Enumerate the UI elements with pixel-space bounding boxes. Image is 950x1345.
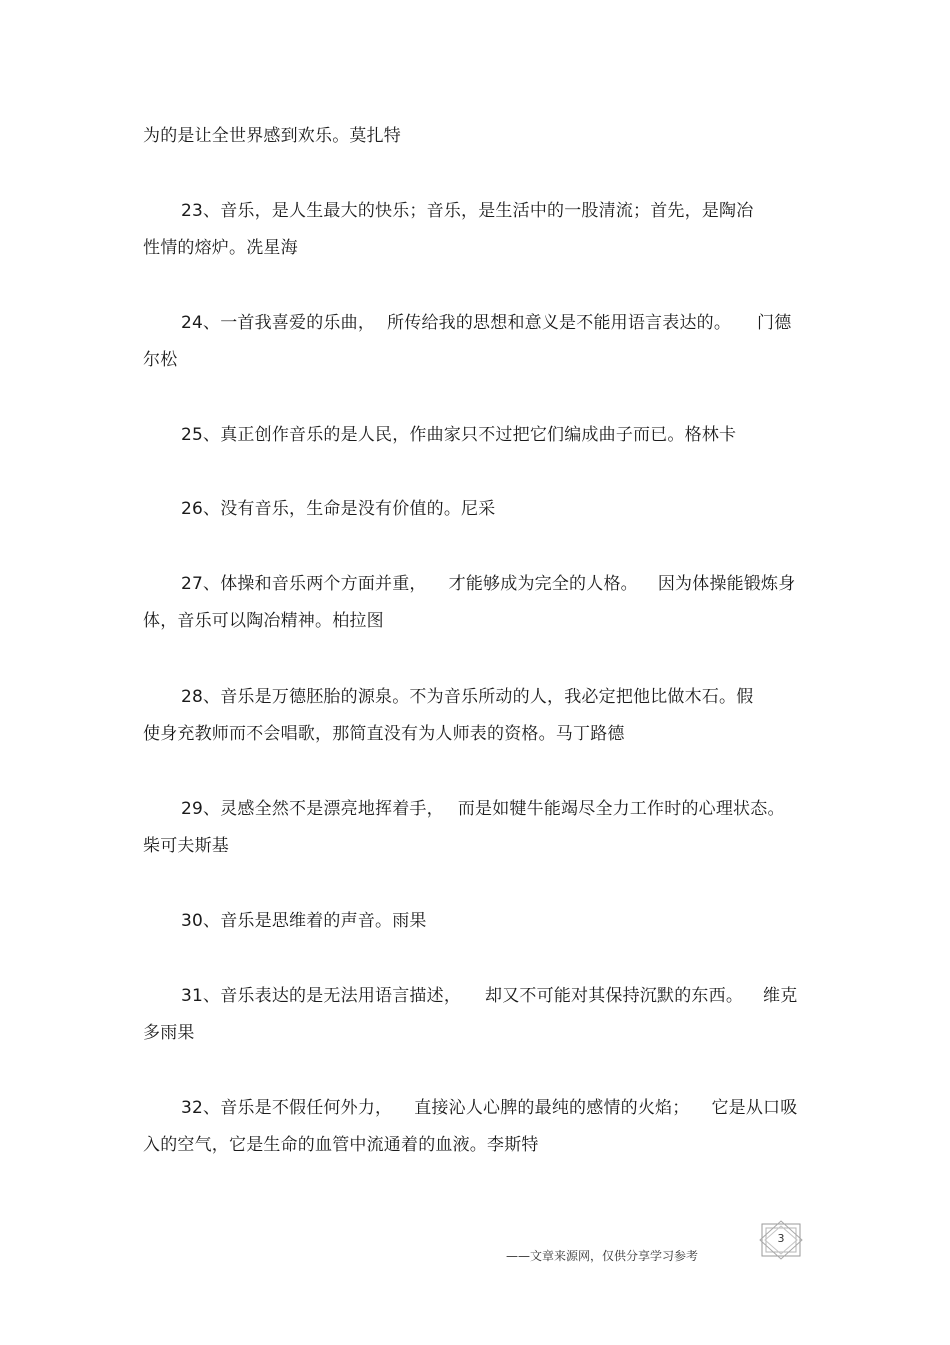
page-number: 3 — [777, 1232, 785, 1245]
line-text: 却又不可能对其保持沉默的东西。 — [485, 986, 744, 1006]
line-text: 25、真正创作音乐的是人民，作曲家只不过把它们编成曲子而已。格林卡 — [181, 425, 737, 445]
line-text: 24、一首我喜爱的乐曲， — [181, 313, 376, 333]
line-text: 才能够成为完全的人格。 — [448, 574, 638, 594]
line-text: 32、音乐是不假任何外力， — [181, 1098, 393, 1118]
line-text: 直接沁人心脾的最纯的感情的火焰； — [414, 1098, 690, 1118]
line-text: 30、音乐是思维着的声音。雨果 — [181, 911, 427, 931]
text-line — [181, 798, 785, 820]
line-text: 28、音乐是万德胚胎的源泉。不为音乐所动的人，我必定把他比做木石。假 — [181, 687, 754, 707]
line-text: 尔松 — [143, 350, 178, 370]
line-text: 27、体操和音乐两个方面并重， — [181, 574, 427, 594]
line-text: 维克 — [763, 986, 798, 1006]
text-line — [143, 237, 298, 259]
text-line — [143, 1134, 539, 1156]
page-number-badge — [758, 1220, 804, 1260]
footer-source-note: ——文章来源网，仅供分享学习参考 — [506, 1249, 699, 1263]
line-text: 而是如犍牛能竭尽全力工作时的心理状态。 — [457, 799, 785, 819]
text-line — [181, 985, 797, 1007]
line-text: 29、灵感全然不是漂亮地挥着手， — [181, 799, 444, 819]
line-text: 所传给我的思想和意义是不能用语言表达的。 — [387, 313, 732, 333]
line-text: 多雨果 — [143, 1023, 195, 1043]
text-line — [181, 200, 753, 222]
line-text: 31、音乐表达的是无法用语言描述， — [181, 986, 462, 1006]
line-text: 性情的熔炉。冼星海 — [143, 238, 298, 258]
line-text: 26、没有音乐，生命是没有价值的。尼采 — [181, 499, 496, 519]
line-text: 它是从口吸 — [711, 1098, 798, 1118]
text-line — [143, 610, 384, 632]
text-line — [143, 125, 401, 147]
line-text: 为的是让全世界感到欢乐。莫扎特 — [143, 126, 401, 146]
text-line — [181, 573, 795, 595]
text-line — [181, 910, 427, 932]
line-text: 23、音乐，是人生最大的快乐；音乐，是生活中的一股清流；首先，是陶冶 — [181, 201, 754, 221]
text-line — [143, 1022, 195, 1044]
line-text: 体，音乐可以陶冶精神。柏拉图 — [143, 611, 384, 631]
text-line — [143, 835, 229, 857]
text-line — [143, 723, 625, 745]
text-line — [181, 686, 753, 708]
line-text: 门德 — [757, 313, 792, 333]
text-line — [181, 424, 736, 446]
text-line — [143, 349, 177, 371]
line-text: 因为体操能锻炼身 — [657, 574, 796, 594]
text-line — [181, 312, 791, 334]
line-text: 入的空气，它是生命的血管中流通着的血液。李斯特 — [143, 1135, 539, 1155]
line-text: 使身充教师而不会唱歌，那简直没有为人师表的资格。马丁路德 — [143, 724, 625, 744]
text-line — [181, 498, 495, 520]
text-line — [181, 1097, 797, 1119]
line-text: 柴可夫斯基 — [143, 836, 229, 856]
